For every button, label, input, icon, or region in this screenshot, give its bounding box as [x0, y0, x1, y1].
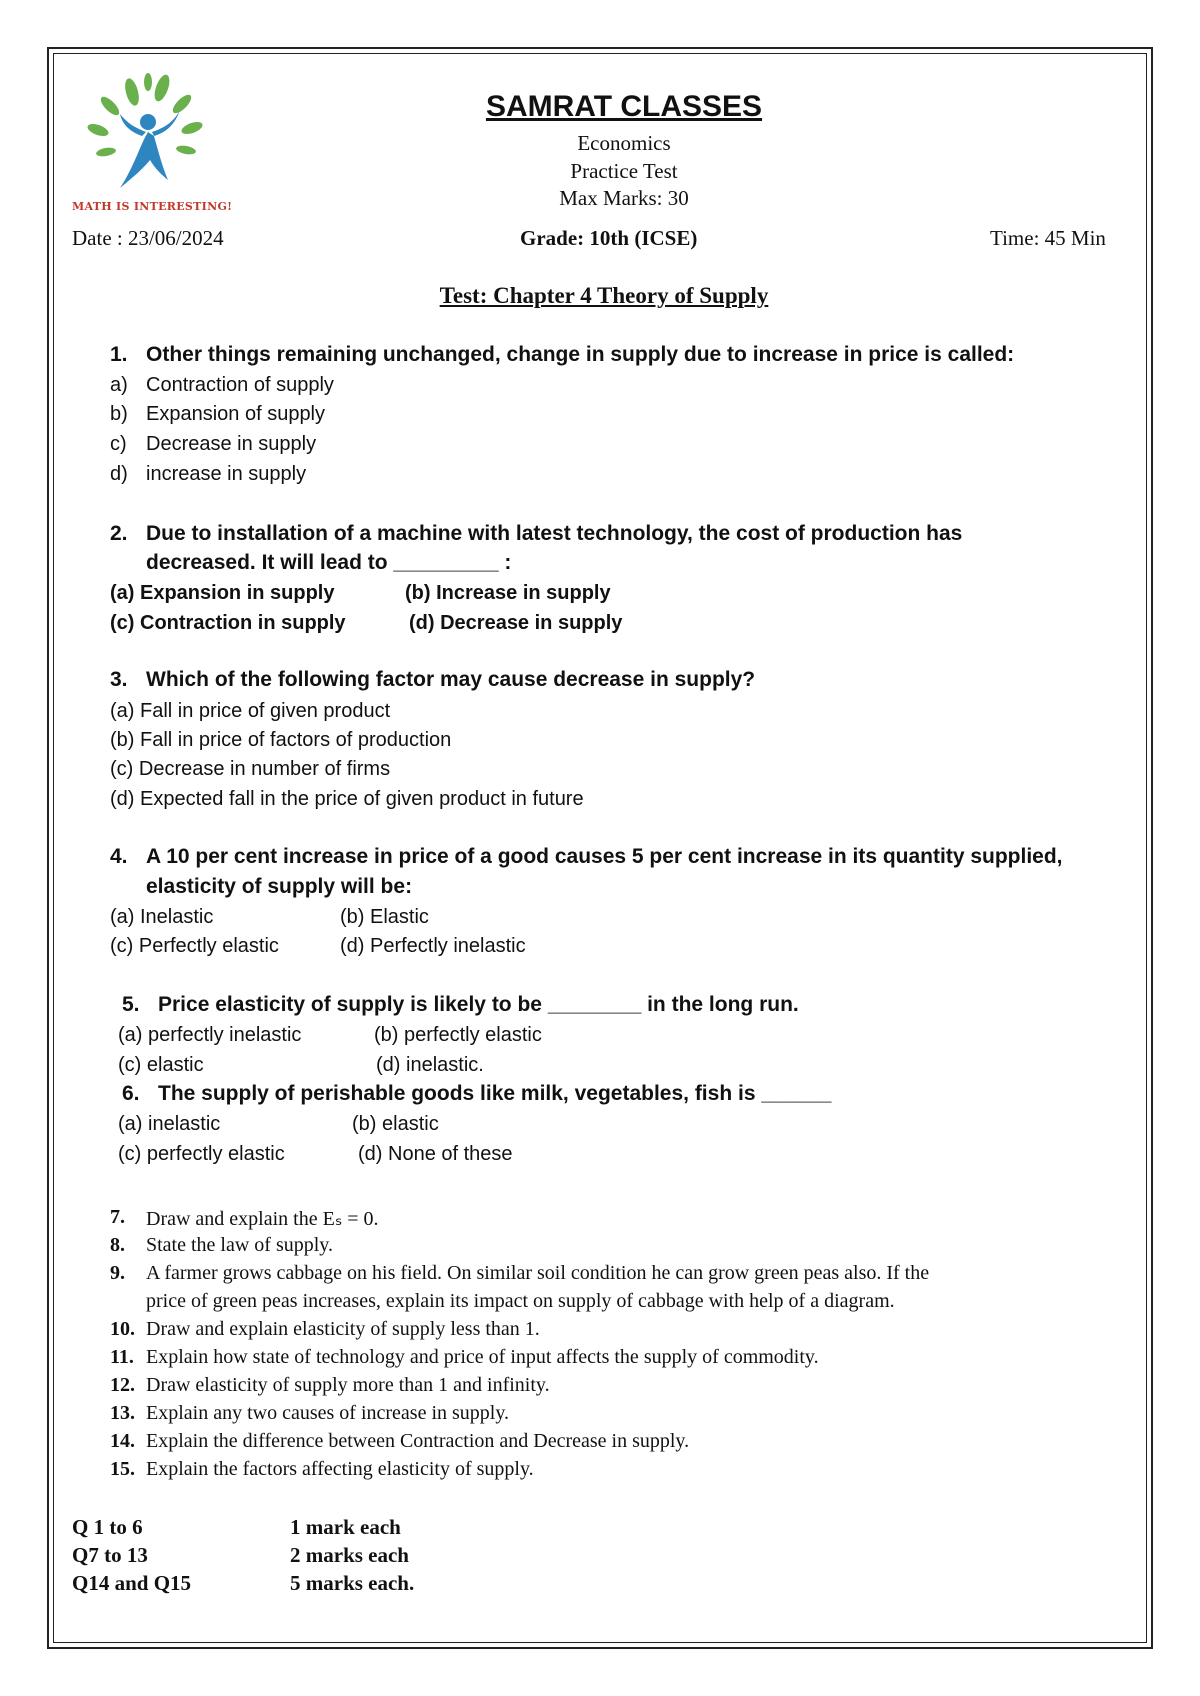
marks-range: Q14 and Q15 [72, 1571, 192, 1595]
option-letter: c) [110, 433, 127, 455]
option-letter: d) [110, 463, 128, 485]
option-text: (c) Contraction in supply [110, 612, 346, 634]
option-text: (a) Expansion in supply [110, 582, 335, 604]
question-text: Explain any two causes of increase in supply. [146, 1402, 510, 1424]
test-type: Practice Test [570, 159, 678, 183]
question-number: 4. [110, 845, 128, 868]
logo-caption: MATH IS INTERESTING! [72, 200, 233, 213]
option-text: (d) Decrease in supply [409, 612, 623, 634]
option-text: (b) perfectly elastic [374, 1024, 542, 1046]
option-letter: a) [110, 374, 128, 396]
question-text: A farmer grows cabbage on his field. On similar soil condition he can grow green peas also. If the [146, 1262, 930, 1284]
question-text: Due to installation of a machine with latest technology, the cost of production has [146, 522, 963, 545]
question-text-cont: elasticity of supply will be: [146, 875, 413, 898]
grade: Grade: 10th (ICSE) [520, 226, 698, 250]
question-number: 12. [110, 1374, 135, 1396]
question-number: 11. [110, 1346, 134, 1368]
option-text: (c) Decrease in number of firms [110, 758, 391, 780]
option-text: (d) Perfectly inelastic [340, 935, 526, 957]
question-text-cont: price of green peas increases, explain its impact on supply of cabbage with help of a diagram. [146, 1290, 895, 1312]
question-text: Price elasticity of supply is likely to be ________ in the long run. [158, 993, 799, 1016]
option-text: Contraction of supply [146, 374, 334, 396]
option-text: (b) Elastic [340, 906, 429, 928]
marks-value: 2 marks each [290, 1543, 409, 1567]
question-text: Explain the factors affecting elasticity of supply. [146, 1458, 534, 1480]
marks-value: 1 mark each [290, 1515, 401, 1539]
marks-value: 5 marks each. [290, 1571, 415, 1595]
question-number: 5. [122, 993, 140, 1016]
marks-range: Q7 to 13 [72, 1543, 148, 1567]
option-text: (c) perfectly elastic [118, 1143, 285, 1165]
option-text: Expansion of supply [146, 403, 326, 425]
question-text: Which of the following factor may cause decrease in supply? [146, 668, 756, 691]
question-text: Draw and explain the Eₛ = 0. [146, 1208, 379, 1230]
question-number: 6. [122, 1082, 140, 1105]
question-text: Draw elasticity of supply more than 1 and infinity. [146, 1374, 550, 1396]
question-text: Other things remaining unchanged, change in supply due to increase in price is called: [146, 343, 1015, 366]
option-text: (b) Fall in price of factors of production [110, 729, 452, 751]
question-number: 13. [110, 1402, 135, 1424]
option-text: (b) elastic [352, 1113, 439, 1135]
option-text: (b) Increase in supply [405, 582, 611, 604]
option-text: (a) perfectly inelastic [118, 1024, 302, 1046]
test-date: Date : 23/06/2024 [72, 226, 224, 250]
option-text: Decrease in supply [146, 433, 317, 455]
marks-range: Q 1 to 6 [72, 1515, 143, 1539]
institute-title: SAMRAT CLASSES [485, 90, 763, 123]
question-number: 2. [110, 522, 128, 545]
test-title: Test: Chapter 4 Theory of Supply [439, 283, 769, 308]
question-number: 3. [110, 668, 128, 691]
question-text: Explain the difference between Contraction and Decrease in supply. [146, 1430, 690, 1452]
option-text: (d) None of these [358, 1143, 513, 1165]
option-text: (d) inelastic. [376, 1054, 484, 1076]
max-marks: Max Marks: 30 [559, 186, 689, 210]
question-number: 9. [110, 1262, 125, 1284]
option-text: (d) Expected fall in the price of given product in future [110, 788, 584, 810]
option-letter: b) [110, 403, 128, 425]
question-text: Draw and explain elasticity of supply less than 1. [146, 1318, 540, 1340]
subject: Economics [577, 131, 671, 155]
question-number: 1. [110, 343, 128, 366]
question-number: 15. [110, 1458, 135, 1480]
option-text: (a) Inelastic [110, 906, 214, 928]
question-text: State the law of supply. [146, 1234, 334, 1256]
test-time: Time: 45 Min [990, 226, 1106, 250]
option-text: increase in supply [146, 463, 307, 485]
option-text: (a) Fall in price of given product [110, 700, 391, 722]
question-number: 14. [110, 1430, 135, 1452]
question-number: 7. [110, 1206, 125, 1228]
question-text: A 10 per cent increase in price of a good causes 5 per cent increase in its quantity supplied, [146, 845, 1063, 868]
option-text: (a) inelastic [118, 1113, 221, 1135]
question-text: The supply of perishable goods like milk, vegetables, fish is ______ [158, 1082, 832, 1105]
option-text: (c) Perfectly elastic [110, 935, 279, 957]
option-text: (c) elastic [118, 1054, 204, 1076]
question-number: 8. [110, 1234, 125, 1256]
question-number: 10. [110, 1318, 135, 1340]
question-text-cont: decreased. It will lead to _________ : [146, 551, 512, 574]
question-text: Explain how state of technology and price of input affects the supply of commodity. [146, 1346, 819, 1368]
